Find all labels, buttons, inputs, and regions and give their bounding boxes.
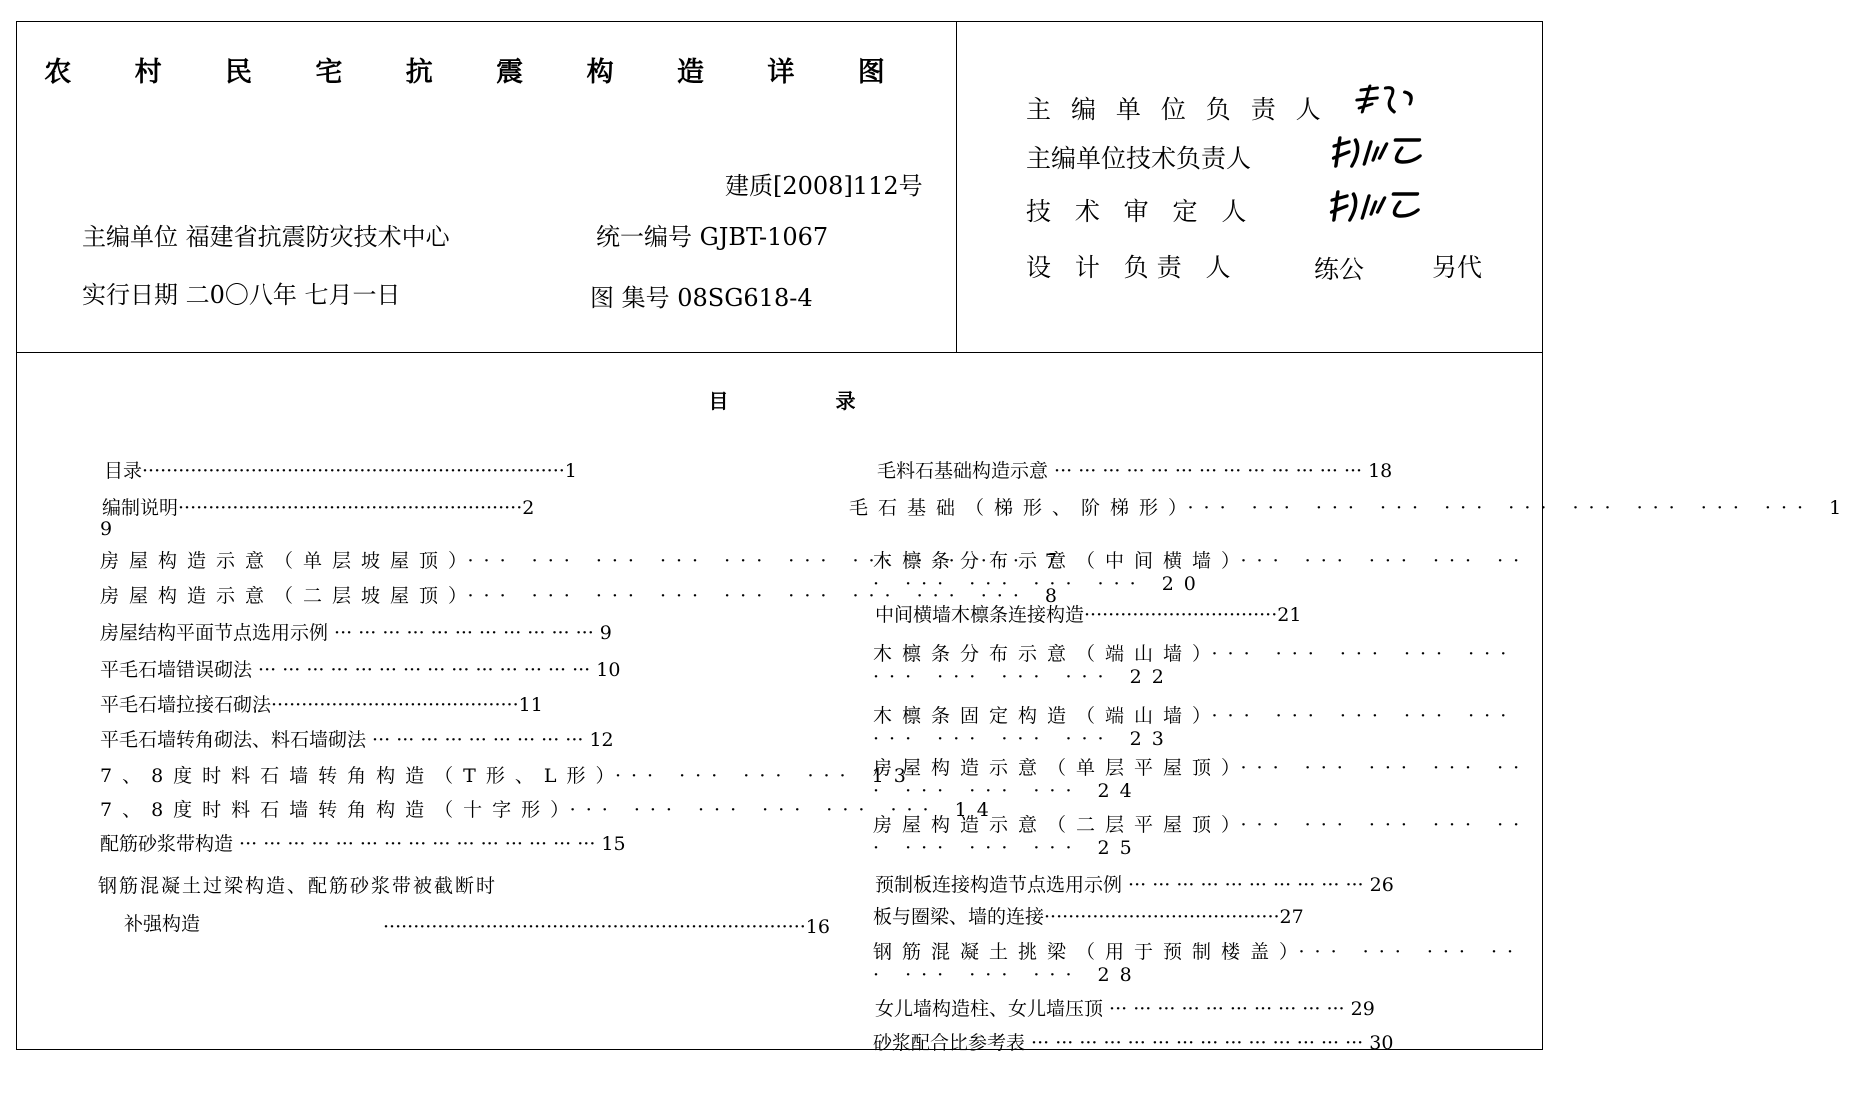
toc-item: 房屋构造示意（单层坡屋顶）··· ··· ··· ··· ··· ··· ··· ··· ··· 7 — [100, 550, 1068, 572]
atlas-number: 图 集号 08SG618-4 — [590, 284, 813, 312]
toc-item: 毛料石基础构造示意 ··· ··· ··· ··· ··· ··· ··· ··· ··· ··· ··· ··· ··· 18 — [877, 460, 1393, 482]
handwritten-signature — [1349, 82, 1427, 118]
role-technical-head: 主编单位技术负责人 — [1026, 144, 1252, 173]
toc-item: 房屋构造示意（二层坡屋顶）··· ··· ··· ··· ··· ··· ··· ··· ··· 8 — [100, 585, 1068, 607]
handwritten-signature — [1325, 186, 1429, 226]
toc-item: 木檩条固定构造（端山墙）··· ··· ··· ··· ··· ··· ··· ··· ··· 23 — [873, 705, 1517, 750]
toc-item: 房屋构造示意（单层平屋顶）··· ··· ··· ··· ··· ··· ··· ··· 24 — [873, 757, 1530, 802]
toc-title: 目 录 — [708, 389, 856, 413]
toc-item: 房屋结构平面节点选用示例 ··· ··· ··· ··· ··· ··· ··· ··· ··· ··· ··· 9 — [100, 622, 612, 644]
toc-item: 编制说明·························································2 — [102, 497, 535, 519]
signature-technical-head — [1325, 132, 1430, 180]
toc-item: 钢筋混凝土过梁构造、配筋砂浆带被截断时 — [98, 875, 498, 897]
toc-item: 房屋构造示意（二层平屋顶）··· ··· ··· ··· ··· ··· ··· ··· 25 — [873, 814, 1530, 859]
design-head-name: 练公 — [1314, 255, 1365, 284]
toc-item: 中间横墙木檩条连接构造································21 — [875, 604, 1302, 626]
toc-item: 毛石基础（梯形、阶梯形）··· ··· ··· ··· ··· ··· ··· ··· ··· ··· 1 — [849, 497, 1851, 519]
document-title: 农 村 民 宅 抗 震 构 造 详 图 — [44, 57, 912, 88]
toc-item: 平毛石墙拉接石砌法·········································11 — [100, 694, 543, 716]
toc-item: 板与圈梁、墙的连接·······································27 — [873, 906, 1304, 928]
role-technical-approver: 技 术 审 定 人 — [1026, 197, 1247, 226]
toc-item: 平毛石墙转角砌法、料石墙砌法 ··· ··· ··· ··· ··· ··· ··· ··· ··· 12 — [100, 729, 614, 751]
signature-technical-approver — [1323, 186, 1428, 234]
toc-item: 目录······································································1 — [104, 460, 577, 482]
toc-item: 7、8度时料石墙转角构造（十字形）··· ··· ··· ··· ··· ··· 14 — [100, 799, 999, 821]
handwritten-signature — [1327, 132, 1431, 172]
toc-item: 砂浆配合比参考表 ··· ··· ··· ··· ··· ··· ··· ··· ··· ··· ··· ··· ··· ··· 30 — [873, 1032, 1394, 1054]
role-editor-unit-head: 主 编 单 位 负 责 人 — [1026, 95, 1327, 124]
toc-item: 女儿墙构造柱、女儿墙压顶 ··· ··· ··· ··· ··· ··· ··· ··· ··· ··· 29 — [875, 998, 1375, 1020]
editor-unit: 主编单位 福建省抗震防灾技术中心 — [82, 223, 450, 251]
toc-item: 钢筋混凝土挑梁（用于预制楼盖）··· ··· ··· ··· ··· ··· ··· 28 — [873, 941, 1524, 986]
toc-item: 木檩条分布示意（中间横墙）··· ··· ··· ··· ··· ··· ··· ··· ··· 20 — [873, 550, 1530, 595]
effective-date: 实行日期 二0〇八年 七月一日 — [82, 281, 401, 309]
approval-number: 建质[2008]112号 — [725, 172, 923, 200]
toc-item: 预制板连接构造节点选用示例 ··· ··· ··· ··· ··· ··· ··· ··· ··· ··· 26 — [875, 874, 1394, 896]
toc-item: 9 — [100, 518, 113, 540]
toc-item: 配筋砂浆带构造 ··· ··· ··· ··· ··· ··· ··· ··· ··· ··· ··· ··· ··· ··· ··· 15 — [100, 833, 626, 855]
toc-item: 木檩条分布示意（端山墙）··· ··· ··· ··· ··· ··· ··· ··· ··· 22 — [873, 643, 1517, 688]
unified-number: 统一编号 GJBT-1067 — [596, 223, 829, 251]
header-column-divider — [956, 21, 957, 352]
design-head-signature: 另代 — [1432, 253, 1483, 282]
header-divider — [16, 352, 1543, 353]
role-design-head: 设 计 负 责 人 — [1026, 253, 1231, 282]
toc-item: 平毛石墙错误砌法 ··· ··· ··· ··· ··· ··· ··· ··· ··· ··· ··· ··· ··· ··· 10 — [100, 659, 621, 681]
toc-item: 补强构造 — [124, 913, 201, 935]
toc-item: 7、8度时料石墙转角构造（T形、L形）··· ··· ··· ··· 13 — [100, 765, 916, 787]
signature-editor-unit-head — [1347, 82, 1426, 126]
toc-item-page: ······································································16 — [383, 916, 830, 938]
